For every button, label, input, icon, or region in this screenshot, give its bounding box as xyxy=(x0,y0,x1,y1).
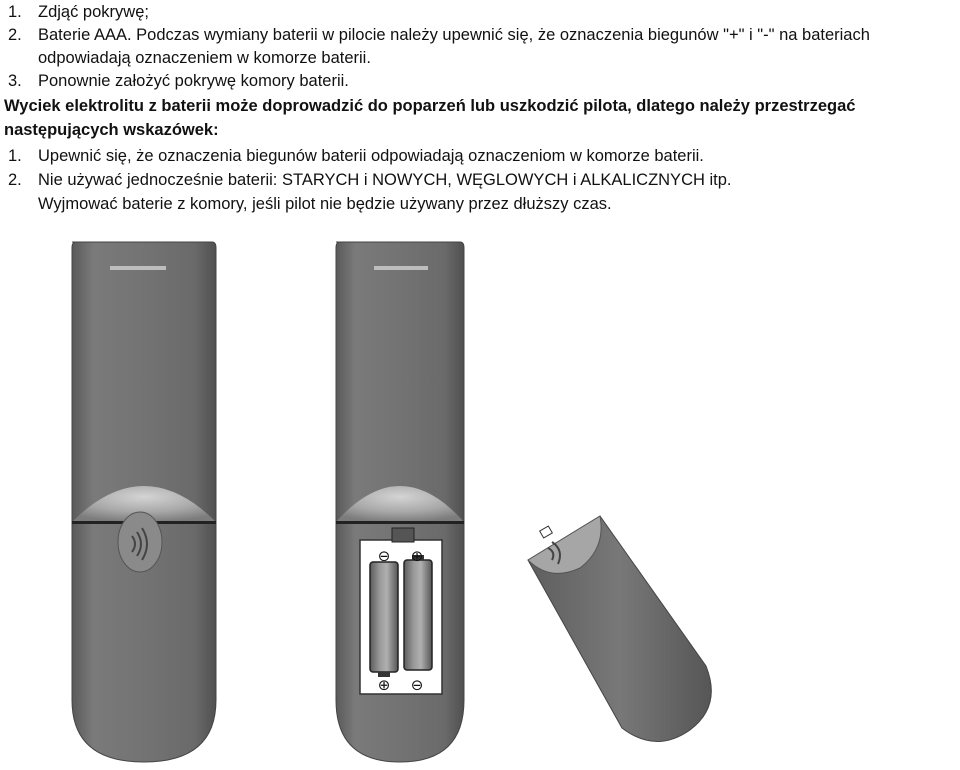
cover-hook xyxy=(540,526,553,538)
tip-text: Nie używać jednocześnie baterii: STARYCH i NOWYCH, WĘGLOWYCH i ALKALICZNYCH itp. xyxy=(38,171,732,189)
tip-number: 1. xyxy=(8,147,22,165)
step-number: 3. xyxy=(8,72,22,90)
polarity-minus-label: ⊖ xyxy=(410,676,424,694)
step-text: Baterie AAA. Podczas wymiany baterii w pilocie należy upewnić się, że oznaczenia biegunów "+" i "-" na bateriach xyxy=(38,26,870,44)
battery-right xyxy=(404,555,432,670)
battery-replacement-illustration xyxy=(0,230,960,770)
battery-cover-removed xyxy=(528,516,711,742)
step-number: 2. xyxy=(8,26,22,44)
compartment-clip xyxy=(392,528,414,542)
battery-left xyxy=(370,562,398,677)
remote-closed xyxy=(72,242,216,762)
remote-open xyxy=(336,242,464,762)
remote-top-slot xyxy=(374,266,428,270)
tip-text: Wyjmować baterie z komory, jeśli pilot nie będzie używany przez dłuższy czas. xyxy=(38,195,612,213)
step-text: odpowiadają oznaczeniem w komorze baterii. xyxy=(38,49,371,67)
step-text: Zdjąć pokrywę; xyxy=(38,3,149,21)
step-number: 1. xyxy=(8,3,22,21)
tip-number: 2. xyxy=(8,171,22,189)
warning-text-continued: następujących wskazówek: xyxy=(4,121,219,139)
remote-top-slot xyxy=(110,266,166,270)
step-text: Ponownie założyć pokrywę komory baterii. xyxy=(38,72,349,90)
warning-text: Wyciek elektrolitu z baterii może doprowadzić do poparzeń lub uszkodzić pilota, dlatego należy przestrzegać xyxy=(4,97,856,115)
compartment-edge xyxy=(336,521,464,524)
polarity-minus-label: ⊖ xyxy=(377,547,391,565)
polarity-plus-label: ⊕ xyxy=(377,676,391,694)
polarity-plus-label: ⊕ xyxy=(410,547,424,565)
tip-text: Upewnić się, że oznaczenia biegunów baterii odpowiadają oznaczeniom w komorze baterii. xyxy=(38,147,704,165)
